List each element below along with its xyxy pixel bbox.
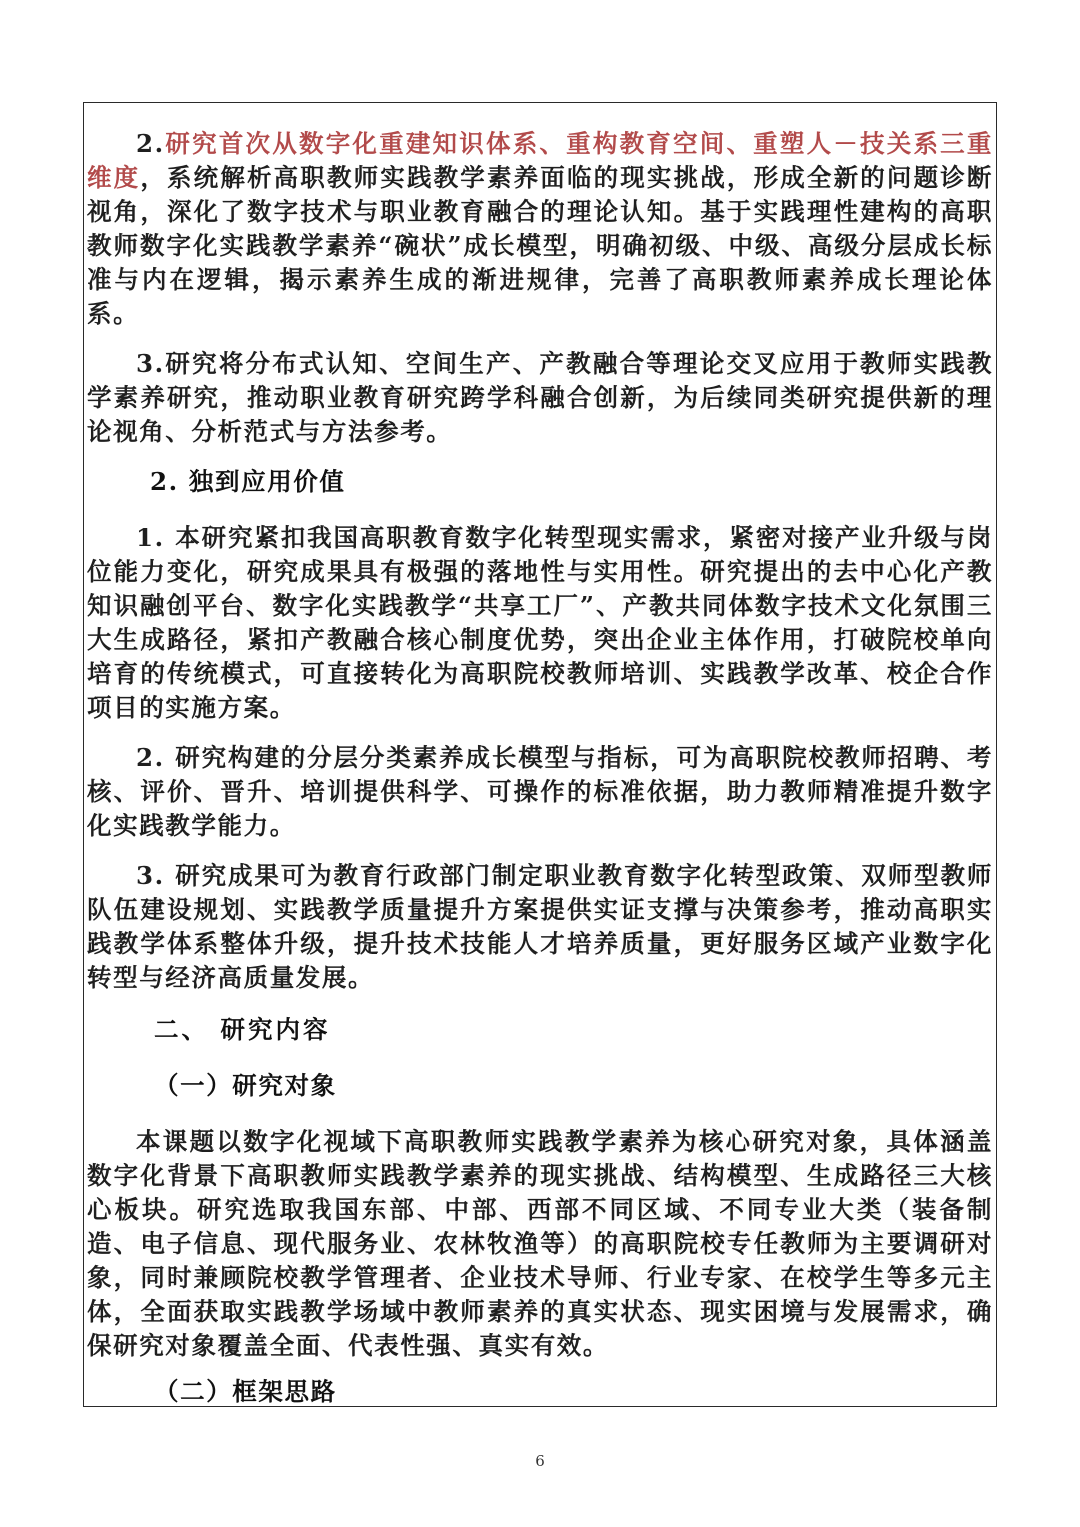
- point-number: 2.: [136, 129, 165, 158]
- paragraph-research-object: 本课题以数字化视域下高职教师实践教学素养为核心研究对象，具体涵盖数字化背景下高职教师实践教学素养的现实挑战、结构模型、生成路径三大核心板块。研究选取我国东部、中部、西部不同区域、不同专业大类（装备制造、电子信息、现代服务业、农林牧渔等）的高职院校专任教师为主要调研对象，同时兼顾院校教学管理者、企业技术导师、行业专家、在校学生等多元主体，全面获取实践教学场域中教师素养的真实状态、现实困境与发展需求，确保研究对象覆盖全面、代表性强、真实有效。: [87, 1127, 993, 1360]
- heading-application-value: 2. 独到应用价值: [150, 467, 346, 496]
- heading-framework: （二）框架思路: [154, 1377, 337, 1406]
- paragraph-theory-point-2: [87, 127, 993, 331]
- heading-research-content: 二、 研究内容: [154, 1015, 331, 1044]
- paragraph-application-point-2: 2. 研究构建的分层分类素养成长模型与指标，可为高职院校教师招聘、考核、评价、晋升、培训提供科学、可操作的标准依据，助力教师精准提升数字化实践教学能力。: [87, 743, 993, 840]
- content-frame: [83, 102, 997, 1407]
- heading-research-object: （一）研究对象: [154, 1071, 337, 1100]
- page-number: 6: [535, 1452, 545, 1470]
- paragraph-application-point-1: 1. 本研究紧扣我国高职教育数字化转型现实需求，紧密对接产业升级与岗位能力变化，研究成果具有极强的落地性与实用性。研究提出的去中心化产教知识融创平台、数字化实践教学“共享工厂”、产教共同体数字技术文化氛围三大生成路径，紧扣产教融合核心制度优势，突出企业主体作用，打破院校单向培育的传统模式，可直接转化为高职院校教师培训、实践教学改革、校企合作项目的实施方案。: [87, 523, 993, 722]
- highlighted-text: 研究首次从数字化重建知识体系、重构教育空间、重塑人－技关系三重维度: [87, 129, 993, 192]
- paragraph-application-point-3: 3. 研究成果可为教育行政部门制定职业教育数字化转型政策、双师型教师队伍建设规划、实践教学质量提升方案提供实证支撑与决策参考，推动高职实践教学体系整体升级，提升技术技能人才培养质量，更好服务区域产业数字化转型与经济高质量发展。: [87, 861, 993, 992]
- paragraph-theory-point-3: 3.研究将分布式认知、空间生产、产教融合等理论交叉应用于教师实践教学素养研究，推动职业教育研究跨学科融合创新，为后续同类研究提供新的理论视角、分析范式与方法参考。: [87, 349, 993, 446]
- paragraph-text: ，系统解析高职教师实践教学素养面临的现实挑战，形成全新的问题诊断视角，深化了数字技术与职业教育融合的理论认知。基于实践理性建构的高职教师数字化实践教学素养“碗状”成长模型，明确初级、中级、高级分层成长标准与内在逻辑，揭示素养生成的渐进规律，完善了高职教师素养成长理论体系。: [87, 163, 993, 328]
